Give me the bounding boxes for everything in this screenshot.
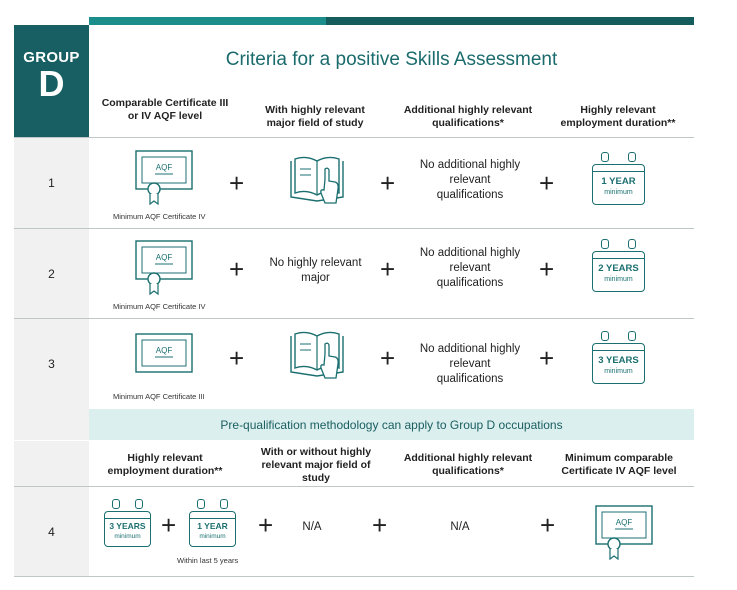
row-divider [14, 318, 694, 319]
aqf-text: AQF [155, 163, 173, 172]
col-header-major: With highly relevant major field of study [265, 104, 365, 129]
plus-icon: + [258, 510, 274, 540]
plus-icon: + [229, 343, 245, 373]
calendar-icon [592, 245, 646, 292]
within-note: Within last 5 years [177, 556, 239, 565]
aqf-text: AQF [615, 518, 633, 527]
row-number: 3 [14, 319, 89, 409]
cert-note: Minimum AQF Certificate IV [113, 212, 206, 221]
cert-note: Minimum AQF Certificate III [113, 392, 205, 401]
calendar-icon [592, 337, 646, 384]
plus-icon: + [380, 343, 396, 373]
calendar-years: 3 YEARS [598, 355, 639, 366]
certificate-icon [593, 503, 655, 561]
qualification-text: N/A [450, 521, 470, 533]
plus-icon: + [540, 510, 556, 540]
major-text: No highly relevant major [269, 257, 362, 284]
calendar-minimum: minimum [604, 189, 633, 196]
certificate-icon [133, 331, 195, 377]
top-accent-bar-teal [89, 17, 326, 25]
col-header-qual: Additional highly relevant qualifications* [403, 452, 533, 477]
col-header-qual: Additional highly relevant qualifications* [403, 104, 533, 129]
qualification-text: No additional highly relevant qualifications [419, 343, 521, 385]
plus-icon: + [229, 254, 245, 284]
col-header-major: With or without highly relevant major field of study [260, 446, 372, 484]
calendar-icon [104, 505, 152, 547]
calendar-years: 1 YEAR [601, 176, 636, 187]
calendar-minimum: minimum [604, 276, 633, 283]
calendar-years: 1 YEAR [197, 521, 228, 531]
certificate-icon [133, 148, 195, 206]
calendar-minimum: minimum [114, 533, 141, 540]
col-header-cert: Minimum comparable Certificate IV AQF level [561, 452, 677, 477]
prequalification-band: Pre-qualification methodology can apply to Group D occupations [89, 409, 694, 440]
qualification-text: No additional highly relevant qualifications [419, 247, 521, 289]
open-book-icon [289, 330, 347, 386]
aqf-text: AQF [155, 346, 173, 355]
row-header-spacer [14, 441, 89, 486]
row-number: 2 [14, 229, 89, 318]
plus-icon: + [539, 168, 555, 198]
certificate-icon [133, 238, 195, 296]
row-divider [14, 486, 694, 487]
calendar-icon [592, 158, 646, 205]
col-header-cert: Comparable Certificate III or IV AQF level [101, 97, 229, 122]
plus-icon: + [380, 168, 396, 198]
page-title: Criteria for a positive Skills Assessment [225, 49, 558, 70]
plus-icon: + [380, 254, 396, 284]
row-divider [14, 576, 694, 577]
major-text: N/A [302, 521, 322, 533]
col-header-employment: Highly relevant employment duration** [560, 104, 676, 129]
band-left-cell [14, 409, 89, 440]
group-label: GROUP [23, 49, 80, 66]
aqf-text: AQF [155, 253, 173, 262]
row-divider [14, 228, 694, 229]
calendar-years: 2 YEARS [598, 263, 639, 274]
plus-icon: + [161, 510, 177, 540]
qualification-text: No additional highly relevant qualifications [419, 159, 521, 201]
cert-note: Minimum AQF Certificate IV [113, 302, 206, 311]
calendar-minimum: minimum [604, 368, 633, 375]
plus-icon: + [372, 510, 388, 540]
plus-icon: + [539, 343, 555, 373]
row-number: 4 [14, 487, 89, 576]
plus-icon: + [229, 168, 245, 198]
plus-icon: + [539, 254, 555, 284]
calendar-years: 3 YEARS [109, 521, 146, 531]
group-badge [14, 25, 89, 138]
top-accent-bar-dark [326, 17, 694, 25]
row-divider [14, 137, 694, 138]
calendar-icon [189, 505, 237, 547]
calendar-minimum: minimum [199, 533, 226, 540]
col-header-employment: Highly relevant employment duration** [107, 452, 223, 477]
row-number: 1 [14, 138, 89, 228]
group-letter: D [38, 63, 65, 104]
open-book-icon [289, 155, 347, 211]
